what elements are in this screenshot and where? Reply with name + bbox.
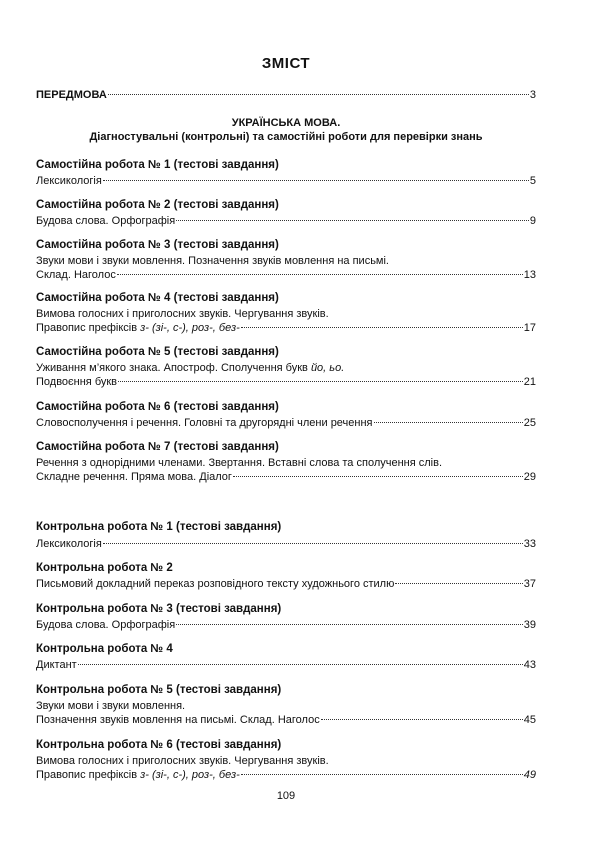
toc-entry-s3 (36, 268, 536, 282)
entry-line: Вимова голосних і приголосних звуків. Чергування звуків. (36, 755, 329, 767)
work-title-k5: Контрольна робота № 5 (тестові завдання) (36, 684, 282, 696)
toc-entry-s1 (36, 174, 536, 188)
work-title-k2: Контрольна робота № 2 (36, 562, 173, 574)
leader-dots (118, 381, 523, 382)
toc-entry-k5 (36, 713, 536, 727)
entry-page: 37 (523, 578, 536, 590)
preface-label: ПЕРЕДМОВА (36, 89, 107, 101)
toc-entry-preface (36, 88, 536, 102)
work-title-k4: Контрольна робота № 4 (36, 643, 173, 655)
preface-page: 3 (529, 89, 536, 101)
toc-entry-k4 (36, 658, 536, 672)
entry-page: 21 (523, 376, 536, 388)
work-title-s1: Самостійна робота № 1 (тестові завдання) (36, 159, 279, 171)
entry-label: Лексикологія (36, 538, 102, 550)
leader-dots (176, 624, 523, 625)
entry-page: 45 (523, 714, 536, 726)
toc-entry-k1 (36, 537, 536, 551)
toc-entry-k3 (36, 618, 536, 632)
entry-page: 13 (523, 269, 536, 281)
entry-page: 29 (523, 471, 536, 483)
work-title-s2: Самостійна робота № 2 (тестові завдання) (36, 199, 279, 211)
leader-dots (374, 422, 523, 423)
leader-dots (321, 719, 523, 720)
toc-entry-s6 (36, 416, 536, 430)
entry-line-italic: йо, ьо. (310, 362, 345, 374)
entry-line: Звуки мови і звуки мовлення. Позначення звуків мовлення на письмі. (36, 255, 389, 267)
entry-label-text: Правопис префіксів (36, 322, 141, 334)
leader-dots (78, 664, 523, 665)
work-title-k3: Контрольна робота № 3 (тестові завдання) (36, 603, 282, 615)
page-number: 109 (276, 790, 296, 802)
leader-dots (103, 180, 529, 181)
entry-page: 33 (523, 538, 536, 550)
entry-page: 9 (529, 215, 536, 227)
entry-page: 25 (523, 417, 536, 429)
entry-label: Будова слова. Орфографія (36, 215, 176, 227)
entry-label-italic: з- (зі-, с-), роз-, без- (140, 322, 240, 334)
leader-dots (395, 583, 522, 584)
entry-label: Позначення звуків мовлення на письмі. Склад. Наголос (36, 714, 320, 726)
work-title-k6: Контрольна робота № 6 (тестові завдання) (36, 739, 282, 751)
leader-dots (117, 274, 523, 275)
leader-dots (103, 543, 523, 544)
toc-entry-s5 (36, 375, 536, 389)
toc-entry-k2 (36, 577, 536, 591)
leader-dots (108, 94, 529, 95)
entry-label: Письмовий докладний переказ розповідного тексту художнього стилю (36, 578, 395, 590)
section-heading-1: УКРАЇНСЬКА МОВА. (231, 117, 341, 129)
entry-page: 39 (523, 619, 536, 631)
entry-label: Подвоєння букв (36, 376, 118, 388)
leader-dots (233, 476, 523, 477)
work-title-s5: Самостійна робота № 5 (тестові завдання) (36, 346, 279, 358)
entry-label: Диктант (36, 659, 77, 671)
toc-entry-k6 (36, 768, 536, 782)
toc-entry-s4 (36, 321, 536, 335)
entry-label: Лексикологія (36, 175, 102, 187)
entry-line: Вимова голосних і приголосних звуків. Чергування звуків. (36, 308, 329, 320)
work-title-k1: Контрольна робота № 1 (тестові завдання) (36, 521, 282, 533)
section-heading-2: Діагностувальні (контрольні) та самостійні роботи для перевірки знань (89, 131, 483, 143)
work-title-s3: Самостійна робота № 3 (тестові завдання) (36, 239, 279, 251)
leader-dots (241, 774, 523, 775)
entry-line (36, 361, 344, 375)
work-title-s7: Самостійна робота № 7 (тестові завдання) (36, 441, 279, 453)
page-title: ЗМІСТ (261, 55, 311, 72)
toc-entry-s2 (36, 214, 536, 228)
entry-line: Речення з однорідними членами. Звертання. Вставні слова та сполучення слів. (36, 457, 443, 469)
entry-line-text: Уживання м’якого знака. Апостроф. Сполучення букв (36, 362, 311, 374)
entry-line: Звуки мови і звуки мовлення. (36, 700, 186, 712)
work-title-s6: Самостійна робота № 6 (тестові завдання) (36, 401, 279, 413)
work-title-s4: Самостійна робота № 4 (тестові завдання) (36, 292, 279, 304)
entry-label: Складне речення. Пряма мова. Діалог (36, 471, 232, 483)
entry-label: Словосполучення і речення. Головні та другорядні члени речення (36, 417, 373, 429)
entry-label: Будова слова. Орфографія (36, 619, 176, 631)
entry-label (36, 768, 240, 782)
leader-dots (176, 220, 529, 221)
entry-page: 43 (523, 659, 536, 671)
leader-dots (241, 327, 523, 328)
entry-page: 17 (523, 322, 536, 334)
entry-label-text: Правопис префіксів (36, 769, 141, 781)
entry-label-italic: з- (зі-, с-), роз-, без- (140, 769, 240, 781)
entry-page: 5 (529, 175, 536, 187)
entry-label: Склад. Наголос (36, 269, 116, 281)
toc-entry-s7 (36, 470, 536, 484)
entry-page: 49 (523, 769, 536, 781)
entry-label (36, 321, 240, 335)
